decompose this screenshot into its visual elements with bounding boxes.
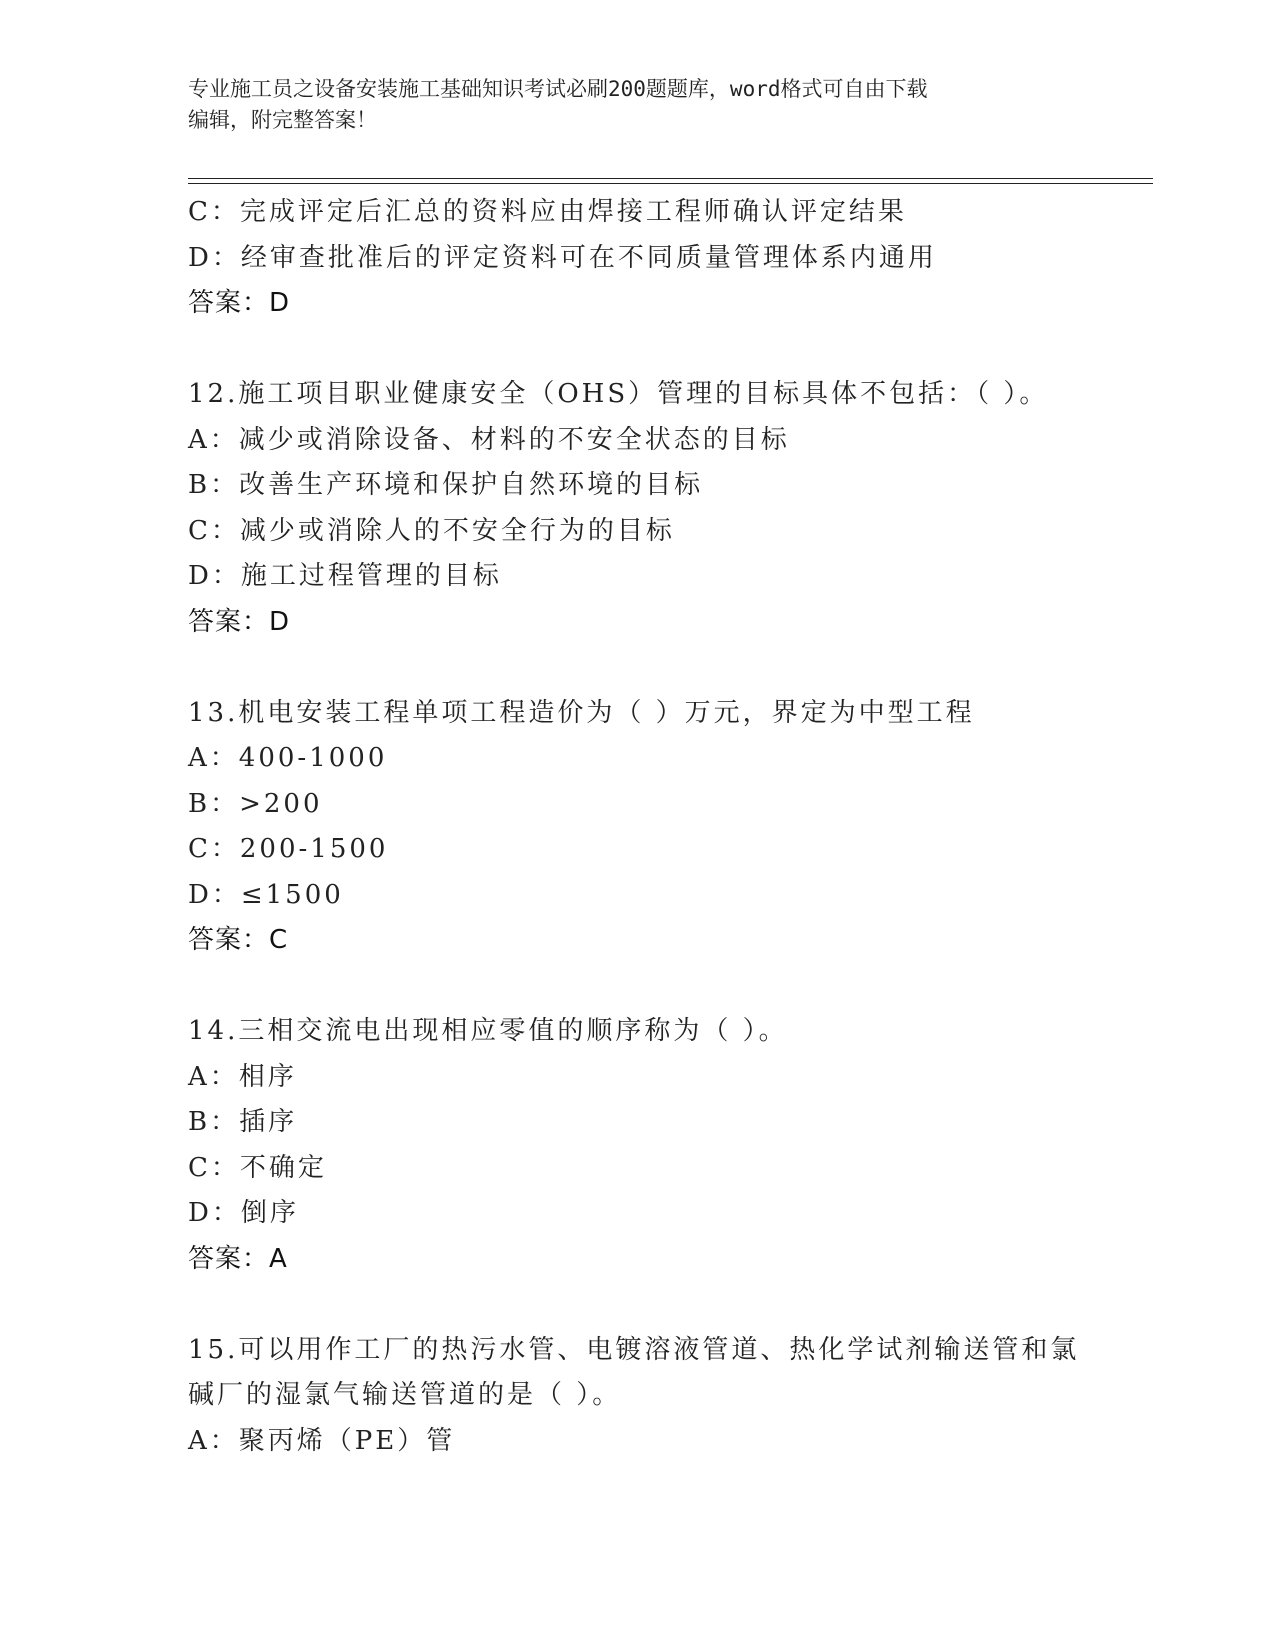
option-b: B：>200 [188, 788, 323, 819]
question-13 [188, 691, 1148, 964]
spacer [188, 1282, 1148, 1328]
spacer [188, 327, 1148, 373]
question-stem: 12.施工项目职业健康安全（OHS）管理的目标具体不包括：（ ）。 [188, 379, 1049, 409]
question-15 [188, 1328, 1148, 1465]
option-c: C：完成评定后汇总的资料应由焊接工程师确认评定结果 [188, 197, 907, 227]
option-c: C：不确定 [188, 1152, 327, 1183]
option-c: C：200-1500 [188, 834, 389, 864]
document-header [188, 74, 1088, 136]
option-d: D：倒序 [188, 1198, 299, 1228]
option-c: C：减少或消除人的不安全行为的目标 [188, 515, 675, 546]
question-stem: 14.三相交流电出现相应零值的顺序称为（ ）。 [188, 1016, 788, 1046]
question-11-continuation [188, 190, 1148, 327]
question-stem: 13.机电安装工程单项工程造价为（ ）万元，界定为中型工程 [188, 697, 975, 728]
question-14 [188, 1009, 1148, 1282]
spacer [188, 964, 1148, 1010]
question-stem-line-2: 碱厂的湿氯气输送管道的是（ ）。 [188, 1380, 622, 1410]
option-a: A：聚丙烯（PE）管 [188, 1425, 456, 1456]
option-a: A：相序 [188, 1061, 297, 1092]
question-stem-line-1: 15.可以用作工厂的热污水管、电镀溶液管道、热化学试剂输送管和氯 [188, 1334, 1080, 1365]
option-d: D：≤1500 [188, 879, 344, 910]
header-title-line-2: 编辑，附完整答案！ [188, 108, 377, 132]
answer-line: 答案：A [188, 1243, 288, 1274]
question-12 [188, 372, 1148, 645]
option-b: B：插序 [188, 1107, 298, 1137]
answer-line: 答案：C [188, 925, 289, 955]
option-d: D：施工过程管理的目标 [188, 561, 502, 591]
answer-line: 答案：D [188, 288, 291, 318]
document-body [188, 190, 1148, 1464]
header-divider-bottom [188, 183, 1153, 184]
option-a: A：减少或消除设备、材料的不安全状态的目标 [188, 424, 790, 455]
header-divider-top [188, 178, 1153, 179]
spacer [188, 645, 1148, 691]
option-d: D：经审查批准后的评定资料可在不同质量管理体系内通用 [188, 242, 937, 273]
option-b: B：改善生产环境和保护自然环境的目标 [188, 470, 704, 500]
option-a: A：400-1000 [188, 743, 388, 773]
header-title-line-1: 专业施工员之设备安装施工基础知识考试必刷200题题库，word格式可自由下载 [188, 77, 928, 101]
answer-line: 答案：D [188, 606, 291, 637]
